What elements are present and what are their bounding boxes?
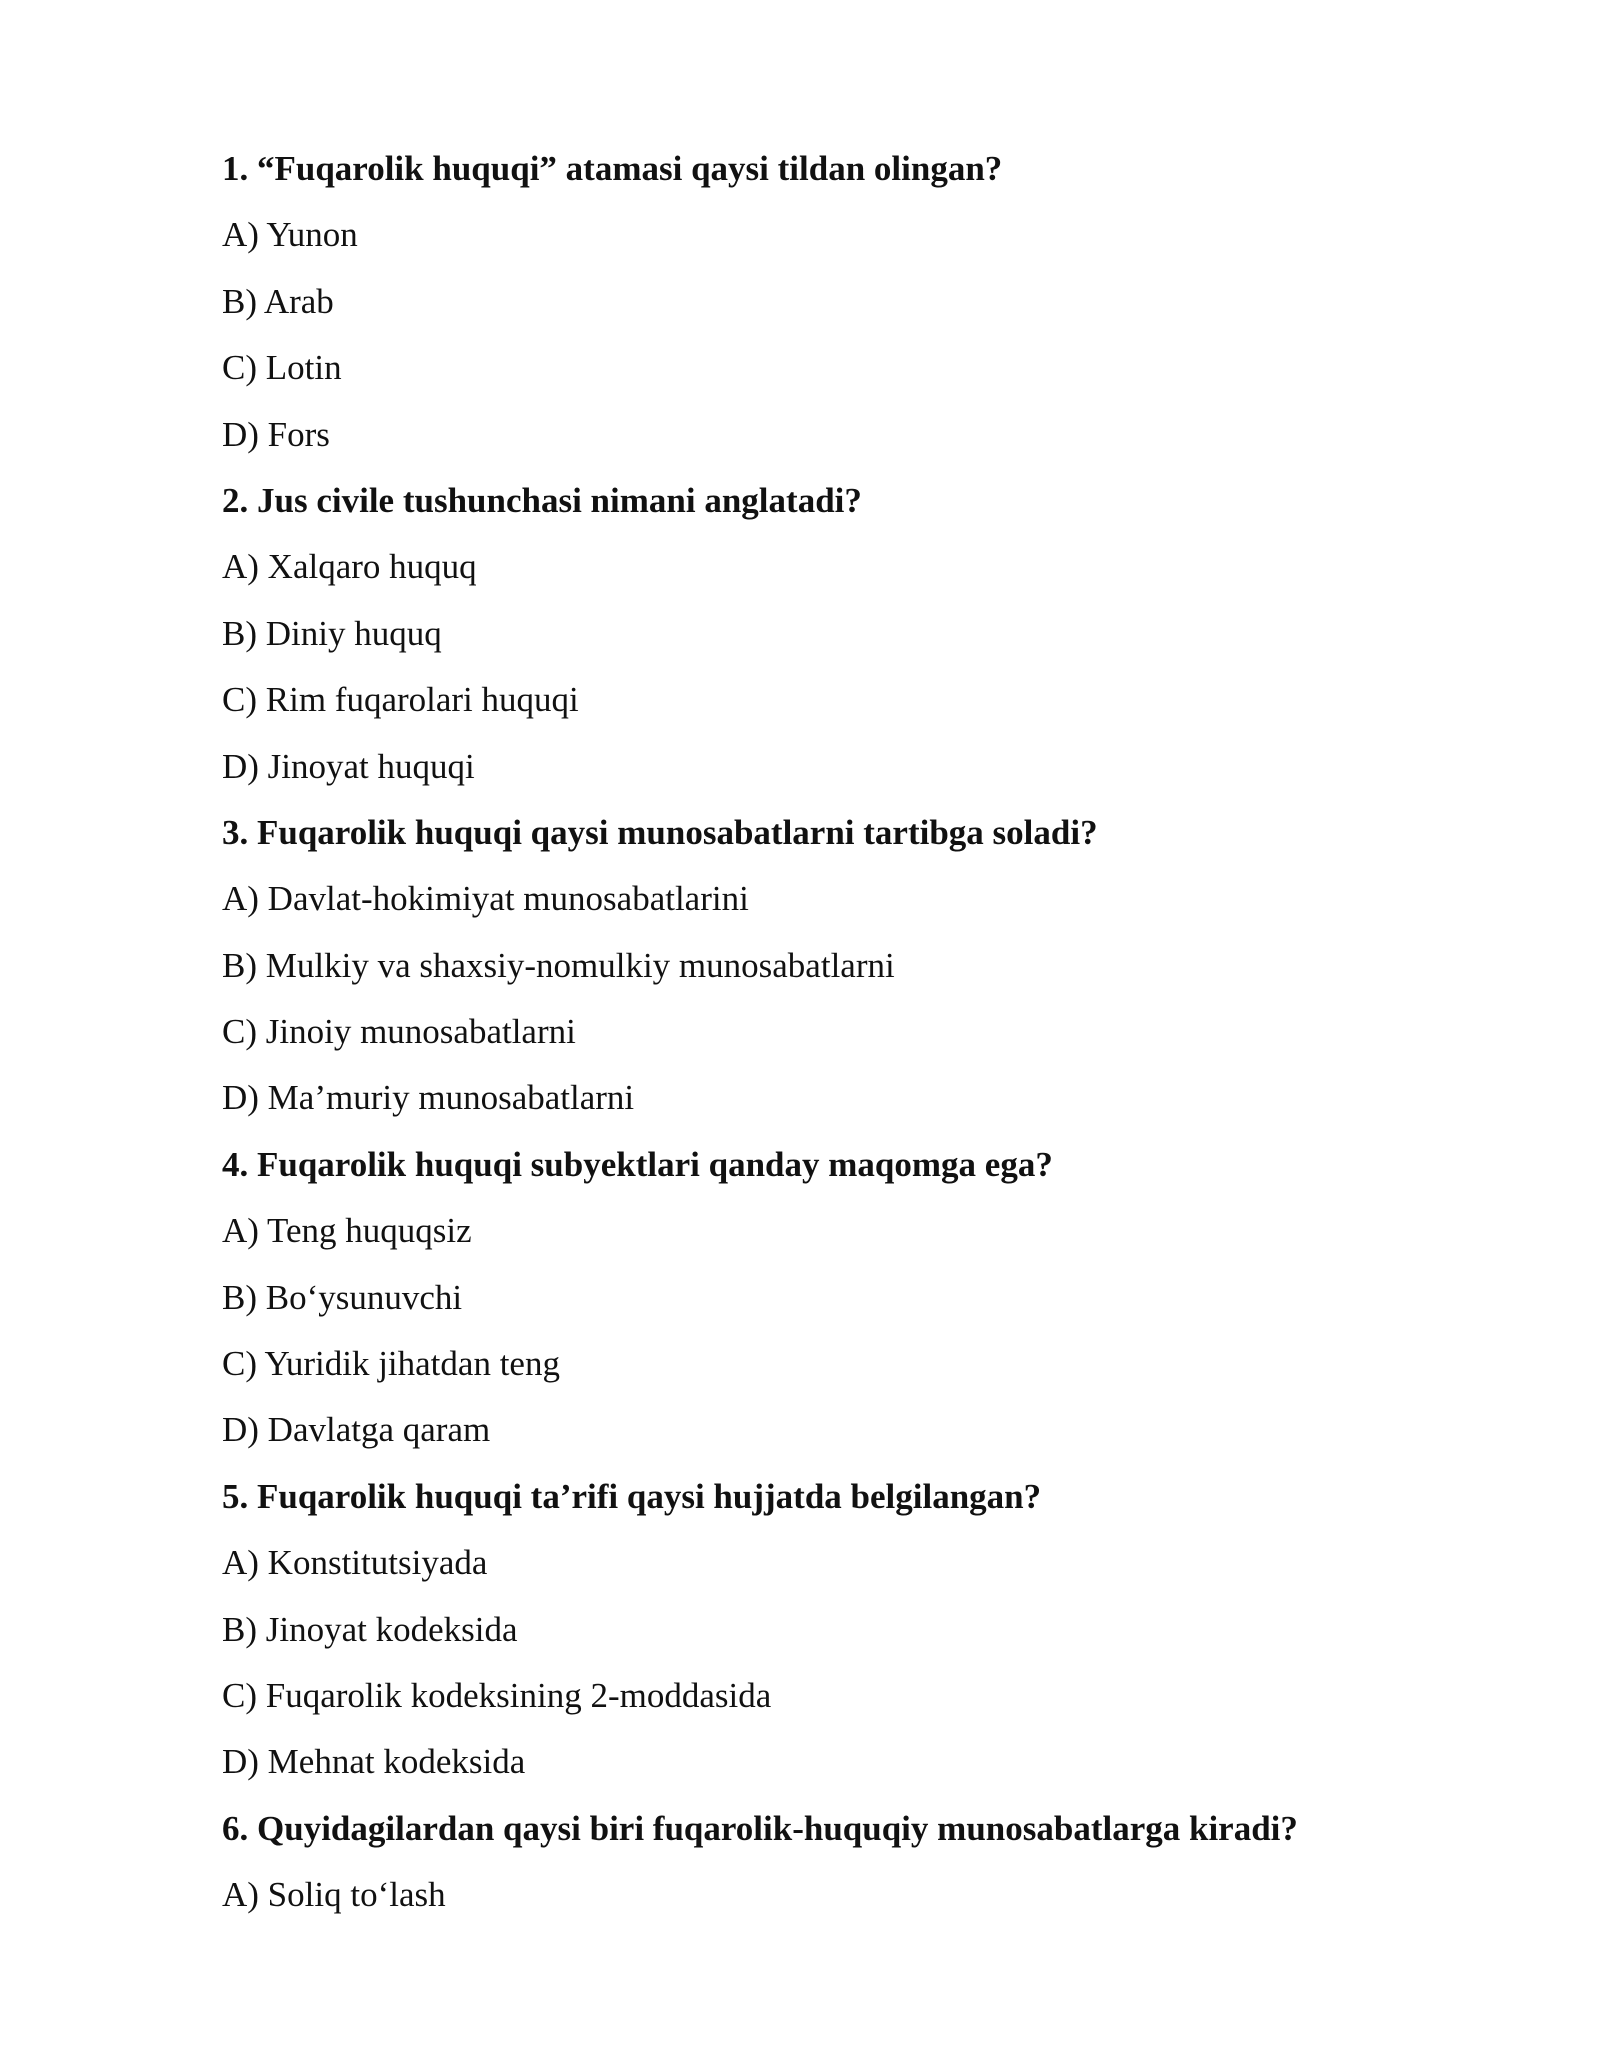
question-1-option-d: D) Fors [222,414,330,454]
question-1-option-b: B) Arab [222,281,334,321]
question-2-option-c: C) Rim fuqarolari huquqi [222,680,579,720]
question-1-option-c: C) Lotin [222,348,342,388]
question-4-option-d: D) Davlatga qaram [222,1410,491,1450]
question-5-option-a: A) Konstitutsiyada [222,1543,488,1583]
quiz-content [222,143,1422,1936]
question-5-text: 5. Fuqarolik huquqi ta’rifi qaysi hujjatda belgilangan? [222,1476,1042,1516]
question-3-option-d: D) Ma’muriy munosabatlarni [222,1078,635,1118]
question-3-text: 3. Fuqarolik huquqi qaysi munosabatlarni tartibga soladi? [222,812,1098,852]
question-6-option-a: A) Soliq to‘lash [222,1875,446,1915]
question-2-text: 2. Jus civile tushunchasi nimani anglatadi? [222,480,862,520]
question-4-option-b: B) Bo‘ysunuvchi [222,1277,463,1317]
question-1-option-a: A) Yunon [222,215,358,255]
question-2-option-a: A) Xalqaro huquq [222,547,477,587]
question-2-option-d: D) Jinoyat huquqi [222,746,475,786]
question-4-option-a: A) Teng huquqsiz [222,1211,472,1251]
question-5-option-b: B) Jinoyat kodeksida [222,1609,518,1649]
question-3-option-b: B) Mulkiy va shaxsiy-nomulkiy munosabatlarni [222,945,895,985]
question-5-option-d: D) Mehnat kodeksida [222,1742,526,1782]
question-2-option-b: B) Diniy huquq [222,613,442,653]
question-3-option-a: A) Davlat-hokimiyat munosabatlarini [222,879,749,919]
question-1-text: 1. “Fuqarolik huquqi” atamasi qaysi tildan olingan? [222,149,1003,188]
question-6-text: 6. Quyidagilardan qaysi biri fuqarolik-huquqiy munosabatlarga kiradi? [222,1808,1298,1848]
question-5-option-c: C) Fuqarolik kodeksining 2-moddasida [222,1675,772,1715]
question-4-option-c: C) Yuridik jihatdan teng [222,1344,560,1384]
question-3-option-c: C) Jinoiy munosabatlarni [222,1012,576,1052]
question-4-text: 4. Fuqarolik huquqi subyektlari qanday maqomga ega? [222,1144,1053,1184]
